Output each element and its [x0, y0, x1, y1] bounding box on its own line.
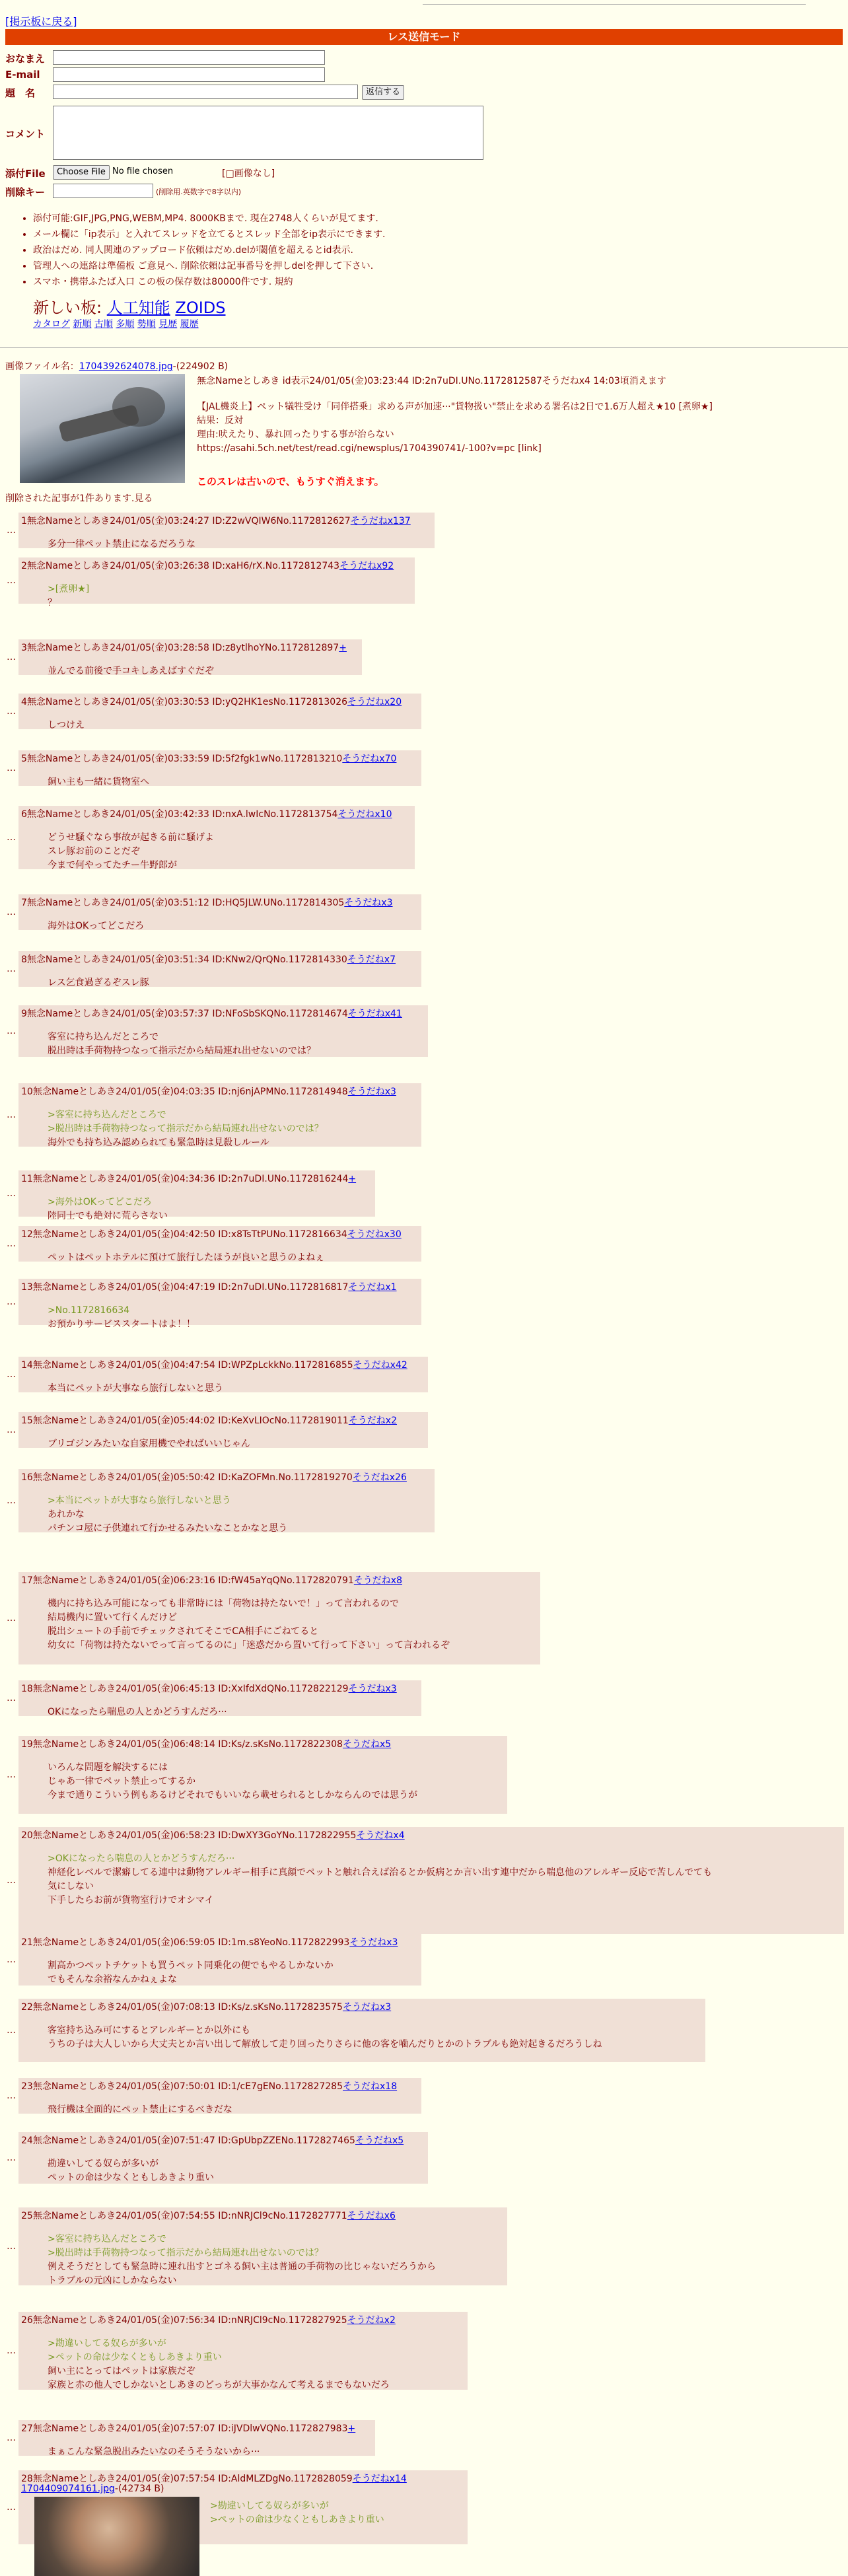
reply-post — [18, 951, 421, 987]
reply-header-text: 15無念Nameとしあき24/01/05(金)05:44:02 ID:KeXvLIOcNo.1172819011 — [21, 1415, 349, 1426]
reply-post — [18, 2420, 375, 2456]
sodane-button[interactable]: そうだねx2 — [348, 1415, 398, 1426]
reply-body — [48, 1761, 417, 1803]
reply-line: いろんな問題を解決するには — [48, 1762, 168, 1773]
reply-header-text: 25無念Nameとしあき24/01/05(金)07:54:55 ID:nNRJCl9cNo.1172827771 — [21, 2211, 347, 2221]
back-to-board-link[interactable]: [掲示板に戻る] — [5, 15, 77, 28]
reply-header-text: 10無念Nameとしあき24/01/05(金)04:03:35 ID:nj6njAPMNo.1172814948 — [21, 1087, 348, 1097]
sort-momentum-link[interactable]: 勢順 — [137, 319, 156, 330]
reply-file-info — [21, 2484, 164, 2494]
reply-header — [21, 1828, 405, 1842]
reply-post — [18, 1170, 375, 1221]
reply-post — [18, 1005, 428, 1057]
reply-line: 例えそうだとしても緊急時に連れ出すとゴネる飼い主は普通の手荷物の比じゃないだろうから — [48, 2262, 436, 2272]
reply-line: うちの子は大人しいから大丈夫とか言い出して解放して走り回ったりさらに他の客を噛んだりとかのトラブルも絶対起きるだろうしね — [48, 2039, 602, 2050]
reply-body — [48, 1196, 168, 1223]
reply-header — [21, 514, 411, 527]
quote-line: >客室に持ち込んだところで — [48, 2234, 166, 2244]
reply-line: ペットはペットホテルに預けて旅行したほうが良いと思うのよねぇ — [48, 1252, 325, 1263]
reply-line: 陸同士でも絶対に荒らさない — [48, 1211, 168, 1221]
reply-body — [48, 2445, 260, 2459]
reply-header — [21, 559, 394, 572]
comment-textarea[interactable] — [53, 106, 483, 160]
reply-line: ペットの命は少なくともしあきより重い — [48, 2172, 214, 2183]
reply-line: しつけえ — [48, 720, 85, 731]
reply-header — [21, 952, 396, 966]
sodane-button[interactable]: そうだねx3 — [348, 1684, 397, 1694]
reply-line: あれかな — [48, 1509, 85, 1520]
reply-header-text: 8無念Nameとしあき24/01/05(金)03:51:34 ID:KNw2/QrQNo.1172814330 — [21, 954, 347, 965]
new-board-line — [33, 295, 226, 318]
reply-header — [21, 1573, 402, 1587]
reply-line: 飛行機は全面的にペット禁止にするべきだな — [48, 2104, 232, 2115]
reply-body — [48, 1959, 334, 1987]
reply-header-text: 4無念Nameとしあき24/01/05(金)03:30:53 ID:yQ2HK1esNo.1172813026 — [21, 697, 348, 707]
new-board-link-ai[interactable]: 人工知能 — [106, 299, 170, 317]
reply-post — [18, 694, 421, 729]
no-file-text: No file chosen — [112, 166, 174, 176]
new-board-link-zoids[interactable]: ZOIDS — [175, 299, 226, 317]
quote-line: >ペットの命は少なくともしあきより重い — [48, 2352, 222, 2363]
reply-header — [21, 695, 402, 708]
reply-menu-icon[interactable]: … — [7, 1425, 16, 1435]
reply-header — [21, 641, 347, 654]
reply-header — [21, 1470, 407, 1484]
op-header: 無念Nameとしあき id表示24/01/05(金)03:23:44 ID:2n7uDI.UNo.1172812587そうだねx4 14:03頃消えます — [197, 376, 666, 386]
reply-line: トラブルの元凶にしかならない — [48, 2275, 177, 2286]
reply-header-text: 12無念Nameとしあき24/01/05(金)04:42:50 ID:x8TsTtPUNo.1172816634 — [21, 1229, 347, 1240]
op-file-size: -(224902 B) — [172, 361, 229, 372]
quote-line: >勘違いしてる奴らが多いが — [210, 2501, 329, 2511]
reply-post — [18, 1827, 844, 1934]
reply-line: ブリゴジンみたいな自家用機でやればいいじゃん — [48, 1439, 250, 1449]
reply-post — [18, 2312, 468, 2390]
reply-post — [18, 557, 415, 608]
reply-menu-icon[interactable]: … — [7, 652, 16, 662]
rule-item: • スマホ・携帯ふたば入口 この板の保存数は80000件です. 規約 — [33, 275, 385, 288]
reply-menu-icon[interactable]: … — [7, 2433, 16, 2443]
reply-menu-icon[interactable]: … — [7, 1297, 16, 1307]
op-body-line: 【JAL機炎上】ペット犠牲受け「同伴搭乗」求める声が加速···"貨物扱い"禁止を求める署名は2日で1.6万人超え★10 [煮卵★] — [197, 402, 713, 412]
reply-line: 客室持ち込み可にするとアレルギーとか以外にも — [48, 2025, 251, 2036]
reply-menu-icon[interactable]: … — [7, 763, 16, 773]
rule-item: • 管理人への連絡は準備板 ご意見へ. 削除依頼は記事番号を押しdelを押して下さい. — [33, 259, 385, 272]
reply-header — [21, 1085, 396, 1098]
reply-line: お預かりサービススタートはよ！！ — [48, 1319, 195, 1330]
history-link[interactable]: 履歴 — [180, 319, 199, 330]
sodane-button[interactable]: そうだねx30 — [347, 1229, 402, 1240]
reply-body — [48, 2233, 436, 2288]
reply-header-text: 27無念Nameとしあき24/01/05(金)07:57:07 ID:iJVDlwVQNo.1172827983 — [21, 2423, 348, 2434]
reply-header — [21, 2472, 407, 2485]
reply-header — [21, 1737, 391, 1750]
reply-body — [48, 919, 144, 933]
reply-header-text: 22無念Nameとしあき24/01/05(金)07:08:13 ID:Ks/z.sKsNo.1172823575 — [21, 2002, 343, 2013]
op-file-info — [5, 359, 228, 373]
reply-post — [18, 750, 421, 786]
reply-post — [18, 2132, 428, 2184]
reply-body — [48, 1030, 316, 1058]
reply-header-text: 9無念Nameとしあき24/01/05(金)03:57:37 ID:NFoSbSKQNo.1172814674 — [21, 1009, 348, 1019]
quote-line: >脱出時は手荷物持つなって指示だから結局連れ出せないのでは？ — [48, 1124, 324, 1134]
sodane-button[interactable]: そうだねx8 — [353, 1575, 403, 1586]
sodane-button[interactable]: そうだねx42 — [353, 1360, 407, 1371]
sodane-button[interactable]: そうだねx4 — [356, 1830, 405, 1841]
reply-header-text: 3無念Nameとしあき24/01/05(金)03:28:58 ID:z8ytlhoYNo.1172812897 — [21, 643, 339, 653]
reply-menu-icon[interactable]: … — [7, 2153, 16, 2163]
reply-post — [18, 1572, 540, 1664]
reply-menu-icon[interactable]: … — [7, 1770, 16, 1780]
reply-header — [21, 2133, 404, 2147]
reply-line: 客室に持ち込んだところで — [48, 1032, 159, 1042]
reply-line: 割高かつペットチケットも買うペット同乗化の便でもやるしかないか — [48, 1960, 334, 1971]
reply-menu-icon[interactable]: … — [7, 907, 16, 917]
reply-file-link[interactable]: 1704409074161.jpg — [21, 2484, 115, 2494]
reply-line: 結局機内に置いて行くんだけど — [48, 1612, 177, 1623]
reply-line: OKになったら喘息の人とかどうすんだろ··· — [48, 1707, 227, 1717]
reply-menu-icon[interactable]: … — [7, 1369, 16, 1380]
reply-body — [48, 1108, 324, 1150]
delete-key-label: 削除キー — [5, 186, 46, 198]
reply-header — [21, 2000, 391, 2013]
reply-line: 海外はOKってどこだろ — [48, 921, 145, 931]
catalog-links — [33, 317, 199, 330]
top-divider — [423, 4, 806, 5]
rules-list — [20, 211, 385, 291]
reply-menu-icon[interactable]: … — [7, 1188, 16, 1199]
quote-line: >[煮卵★] — [48, 584, 90, 594]
reply-body — [48, 1597, 450, 1653]
reply-header — [21, 1280, 397, 1293]
reply-menu-icon[interactable]: … — [7, 1954, 16, 1965]
sodane-button[interactable]: そうだねx1 — [348, 1282, 397, 1293]
file-label: 添付File — [5, 168, 46, 180]
reply-header — [21, 1227, 402, 1240]
submit-button[interactable]: 返信する — [362, 85, 404, 100]
reply-line: どうせ騒ぐなら事故が起きる前に騒げよ — [48, 832, 214, 843]
reply-post — [18, 513, 435, 548]
reply-line: 多分一律ペット禁止になるだろうな — [48, 539, 195, 550]
reply-menu-icon[interactable]: … — [7, 706, 16, 717]
reply-body — [48, 2103, 232, 2117]
sodane-button[interactable]: そうだねx20 — [347, 697, 402, 707]
reply-header-text: 13無念Nameとしあき24/01/05(金)04:47:19 ID:2n7uDI.UNo.1172816817 — [21, 1282, 349, 1293]
quote-line: >ペットの命は少なくともしあきより重い — [210, 2515, 384, 2525]
sodane-button[interactable]: そうだねx18 — [343, 2081, 398, 2092]
sodane-button[interactable]: そうだねx3 — [342, 2002, 392, 2013]
reply-menu-icon[interactable]: … — [7, 2502, 16, 2513]
quote-line: >脱出時は手荷物持つなって指示だから結局連れ出せないのでは？ — [48, 2248, 324, 2258]
sodane-button[interactable]: そうだねx26 — [352, 1472, 407, 1483]
reply-menu-icon[interactable]: … — [7, 964, 16, 974]
reply-header-text: 7無念Nameとしあき24/01/05(金)03:51:12 ID:HQ5JLW.UNo.1172814305 — [21, 898, 345, 908]
sodane-button[interactable]: そうだねx3 — [349, 1937, 398, 1948]
reply-post — [18, 1999, 705, 2062]
reply-line: パチンコ屋に子供連れて行かせるみたいなことかなと思う — [48, 1523, 288, 1534]
subject-input[interactable] — [53, 85, 358, 99]
op-file-label: 画像ファイル名： — [5, 361, 79, 372]
reply-header-text: 21無念Nameとしあき24/01/05(金)06:59:05 ID:1m.s8YeoNo.1172822993 — [21, 1937, 350, 1948]
rule-item: • 添付可能:GIF,JPG,PNG,WEBM,MP4. 8000KBまで. 現在2748人くらいが見てます. — [33, 211, 385, 225]
reply-line: 家族と赤の他人でしかないとしあきのどっちが大事かなんて考えるまでもないだろ — [48, 2380, 390, 2390]
reply-post — [18, 1412, 428, 1448]
reply-header — [21, 1935, 398, 1949]
sodane-button[interactable]: そうだねx5 — [355, 2135, 404, 2146]
reply-header — [21, 2313, 396, 2326]
reply-header-text: 16無念Nameとしあき24/01/05(金)05:50:42 ID:KaZOFMn.No.1172819270 — [21, 1472, 353, 1483]
reply-line: 機内に持ち込み可能になっても非常時には「荷物は持たないで！」って言われるので — [48, 1598, 399, 1609]
reply-post — [18, 1680, 421, 1716]
sodane-button[interactable]: そうだねx10 — [337, 809, 392, 820]
reply-post — [18, 639, 362, 675]
sodane-button[interactable]: + — [347, 2423, 356, 2434]
reply-header-text: 28無念Nameとしあき24/01/05(金)07:57:54 ID:AldMLZDgNo.1172828059 — [21, 2474, 353, 2484]
op-body-line: https://asahi.5ch.net/test/read.cgi/newsplus/1704390741/-100?v=pc [link] — [197, 443, 542, 454]
reply-line: 勘違いしてる奴らが多いが — [48, 2159, 159, 2169]
reply-body — [48, 1382, 223, 1396]
reply-menu-icon[interactable]: … — [7, 1613, 16, 1624]
reply-menu-icon[interactable]: … — [7, 525, 16, 536]
reply-header — [21, 1682, 397, 1695]
reply-body — [48, 2337, 390, 2392]
reply-header-text: 14無念Nameとしあき24/01/05(金)04:47:54 ID:WPZpLckkNo.1172816855 — [21, 1360, 353, 1371]
sodane-button[interactable]: そうだねx92 — [339, 561, 394, 571]
reply-line: スレ豚お前のことだぞ — [48, 846, 140, 857]
delete-key-input[interactable] — [53, 184, 153, 198]
reply-header — [21, 1358, 407, 1371]
reply-body — [48, 1494, 287, 1536]
sodane-button[interactable]: そうだねx3 — [347, 1087, 396, 1097]
deleted-posts-note: 削除された記事が1件あります.見る — [5, 493, 153, 504]
sodane-button[interactable]: そうだねx70 — [342, 754, 397, 764]
sodane-button[interactable]: そうだねx137 — [350, 516, 411, 526]
reply-line: ？ — [48, 598, 57, 608]
reply-line: じゃあ一律でペット禁止ってするか — [48, 1776, 195, 1787]
reply-post — [18, 1083, 421, 1147]
reply-post — [18, 2470, 468, 2544]
email-input[interactable] — [53, 67, 325, 82]
quote-line: >OKになったら喘息の人とかどうすんだろ··· — [48, 1853, 235, 1864]
quote-line: >勘違いしてる奴らが多いが — [48, 2338, 166, 2349]
reply-header-text: 24無念Nameとしあき24/01/05(金)07:51:47 ID:GpUbpZZENo.1172827465 — [21, 2135, 355, 2146]
reply-header-text: 6無念Nameとしあき24/01/05(金)03:42:33 ID:nxA.lwIcNo.1172813754 — [21, 809, 338, 820]
catalog-link[interactable]: カタログ — [33, 319, 70, 330]
reply-header-text: 5無念Nameとしあき24/01/05(金)03:33:59 ID:5f2fgk1wNo.1172813210 — [21, 754, 343, 764]
quote-line: >No.1172816634 — [48, 1305, 130, 1316]
quote-line: >海外はOKってどこだろ — [48, 1197, 152, 1207]
reply-line: レス乞食過ぎるぞスレ豚 — [48, 978, 149, 988]
reply-line: 飼い主も一緒に貨物室へ — [48, 777, 149, 787]
reply-body — [48, 976, 149, 990]
reply-menu-icon[interactable]: … — [7, 1693, 16, 1703]
sodane-button[interactable]: そうだねx7 — [347, 954, 396, 965]
reply-menu-icon[interactable]: … — [7, 832, 16, 843]
delete-key-note: (削除用.英数字で8字以内) — [156, 188, 242, 196]
sodane-button[interactable]: そうだねx41 — [347, 1009, 402, 1019]
comment-label: コメント — [5, 128, 46, 140]
reply-post — [18, 1279, 421, 1330]
reply-body — [48, 775, 149, 789]
name-label: おなまえ — [5, 53, 46, 65]
reply-line: 脱出シュートの手前でチェックされてそこでCA相手にごねてると — [48, 1626, 319, 1637]
reply-body — [48, 2024, 602, 2052]
choose-file-button[interactable]: Choose File — [53, 165, 110, 180]
reply-body — [48, 2157, 214, 2185]
reply-header — [21, 807, 392, 820]
reply-line: 本当にペットが大事なら旅行しないと思う — [48, 1383, 223, 1394]
email-label: E-mail — [5, 69, 40, 81]
reply-menu-icon[interactable]: … — [7, 2345, 16, 2356]
reply-header — [21, 752, 396, 765]
expiry-warning: このスレは古いので、もうすぐ消えます。 — [197, 476, 384, 487]
reply-line: 今まで何やってたチー牛野郎が — [48, 860, 177, 871]
sodane-button[interactable]: + — [348, 1174, 357, 1184]
thread-divider — [0, 347, 848, 348]
reply-post — [18, 1469, 435, 1532]
op-file-link[interactable]: 1704392624078.jpg — [79, 361, 173, 372]
reply-header — [21, 1413, 397, 1427]
name-input[interactable] — [53, 50, 325, 65]
reply-menu-icon[interactable]: … — [7, 1026, 16, 1036]
reply-body — [48, 831, 214, 873]
reply-file-size: -(42734 B) — [114, 2484, 164, 2494]
reply-header — [21, 2421, 355, 2435]
sodane-button[interactable]: + — [339, 643, 347, 653]
reply-header — [21, 1172, 356, 1185]
reply-menu-icon[interactable]: … — [7, 1110, 16, 1120]
reply-header-text: 11無念Nameとしあき24/01/05(金)04:34:36 ID:2n7uDI.UNo.1172816244 — [21, 1174, 349, 1184]
reply-post — [18, 894, 421, 930]
reply-header-text: 18無念Nameとしあき24/01/05(金)06:45:13 ID:XxIfdXdQNo.1172822129 — [21, 1684, 349, 1694]
sodane-button[interactable]: そうだねx5 — [342, 1739, 392, 1750]
reply-mode-banner: レス送信モード — [5, 29, 843, 45]
reply-menu-icon[interactable]: … — [7, 2025, 16, 2036]
reply-body — [48, 719, 85, 733]
reply-body — [210, 2499, 384, 2527]
reply-menu-icon[interactable]: … — [7, 2091, 16, 2101]
subject-label: 題 名 — [5, 87, 36, 99]
reply-header-text: 19無念Nameとしあき24/01/05(金)06:48:14 ID:Ks/z.sKsNo.1172822308 — [21, 1739, 343, 1750]
reply-line: まぁこんな緊急脱出みたいなのそうそうないから··· — [48, 2447, 260, 2457]
sodane-button[interactable]: そうだねx6 — [347, 2211, 396, 2221]
reply-body — [48, 538, 195, 552]
reply-menu-icon[interactable]: … — [7, 1238, 16, 1249]
viewed-history-link[interactable]: 見歴 — [159, 319, 178, 330]
reply-line: 今まで通りこういう例もあるけどそれでもいいなら載せられるとしかならんのでは思うが — [48, 1790, 417, 1801]
quote-line: >本当にペットが大事なら旅行しないと思う — [48, 1495, 231, 1506]
rule-item: • メール欄に「ip表示」と入れてスレッドを立てるとスレッド全部をip表示にできます. — [33, 227, 385, 240]
reply-body — [48, 1437, 250, 1451]
reply-header — [21, 2079, 397, 2093]
reply-menu-icon[interactable]: … — [7, 1495, 16, 1506]
op-body-line: 結果：反対 — [197, 415, 243, 426]
reply-header-text: 2無念Nameとしあき24/01/05(金)03:26:38 ID:xaH6/rX.No.1172812743 — [21, 561, 340, 571]
reply-line: でもそんな余裕なんかねぇよな — [48, 1974, 177, 1985]
reply-thumbnail-image[interactable] — [34, 2497, 199, 2576]
reply-post — [18, 1736, 507, 1814]
reply-header-text: 20無念Nameとしあき24/01/05(金)06:58:23 ID:DwXY3GoYNo.1172822955 — [21, 1830, 357, 1841]
reply-header — [21, 2209, 396, 2222]
reply-line: 海外でも持ち込み認められても緊急時は見殺しルール — [48, 1137, 269, 1148]
rule-item: • 政治はだめ. 同人関連のアップロード依頼はだめ.delが閾値を超えるとid表示. — [33, 243, 385, 256]
op-thumbnail-image[interactable] — [20, 374, 185, 483]
op-body-line: 理由:吠えたり、暴れ回ったりする事が治らない — [197, 429, 394, 440]
reply-body — [48, 1251, 324, 1265]
reply-body — [48, 1705, 227, 1719]
reply-line: 幼女に「荷物は持たないでって言ってるのに」「迷惑だから置いて行って下さい」って言われるぞ — [48, 1640, 450, 1651]
sort-many-link[interactable]: 多順 — [116, 319, 135, 330]
sort-new-link[interactable]: 新順 — [73, 319, 92, 330]
reply-line: 下手したらお前が貨物室行けでオシマイ — [48, 1895, 214, 1906]
reply-header — [21, 1007, 402, 1020]
reply-header-text: 17無念Nameとしあき24/01/05(金)06:23:16 ID:fW45aYqQNo.1172820791 — [21, 1575, 354, 1586]
reply-body — [48, 664, 214, 678]
reply-post — [18, 1226, 421, 1262]
op-body — [197, 400, 713, 456]
sodane-button[interactable]: そうだねx3 — [344, 898, 393, 908]
reply-header-text: 23無念Nameとしあき24/01/05(金)07:50:01 ID:1/cE7gENo.1172827285 — [21, 2081, 343, 2092]
reply-line: 気にしない — [48, 1881, 94, 1892]
reply-menu-icon[interactable]: … — [7, 2241, 16, 2252]
reply-post — [18, 806, 415, 869]
reply-line: 並んでる前後で手コキしあえばすぐだぞ — [48, 666, 214, 676]
reply-body — [48, 583, 89, 610]
reply-line: 飼い主にとってはペットは家族だぞ — [48, 2366, 195, 2377]
reply-menu-icon[interactable]: … — [7, 1875, 16, 1886]
reply-body — [48, 1852, 712, 1908]
reply-header — [21, 896, 393, 909]
reply-header-text: 26無念Nameとしあき24/01/05(金)07:56:34 ID:nNRJCl9cNo.1172827925 — [21, 2315, 347, 2326]
reply-line: 脱出時は手荷物持つなって指示だから結局連れ出せないのでは？ — [48, 1046, 316, 1056]
sodane-button[interactable]: そうだねx14 — [352, 2474, 407, 2484]
sort-old-link[interactable]: 古順 — [94, 319, 113, 330]
reply-menu-icon[interactable]: … — [7, 575, 16, 586]
reply-header-text: 1無念Nameとしあき24/01/05(金)03:24:27 ID:Z2wVQIW6No.1172812627 — [21, 516, 351, 526]
reply-post — [18, 2207, 507, 2285]
reply-body — [48, 1304, 195, 1332]
reply-post — [18, 1934, 421, 1986]
reply-post — [18, 2078, 421, 2114]
sodane-button[interactable]: そうだねx2 — [347, 2315, 396, 2326]
reply-post — [18, 1357, 428, 1392]
quote-line: >客室に持ち込んだところで — [48, 1110, 166, 1120]
reply-line: 神経化レベルで潔癖してる連中は動物アレルギー相手に真顔でペットと触れ合えば治るとか仮病とか言い出す連中だから喘息他のアレルギー反応で苦しんでても — [48, 1867, 713, 1878]
new-board-prefix: 新しい板: — [33, 299, 102, 317]
no-image-checkbox[interactable]: [□画像なし] — [222, 168, 275, 179]
